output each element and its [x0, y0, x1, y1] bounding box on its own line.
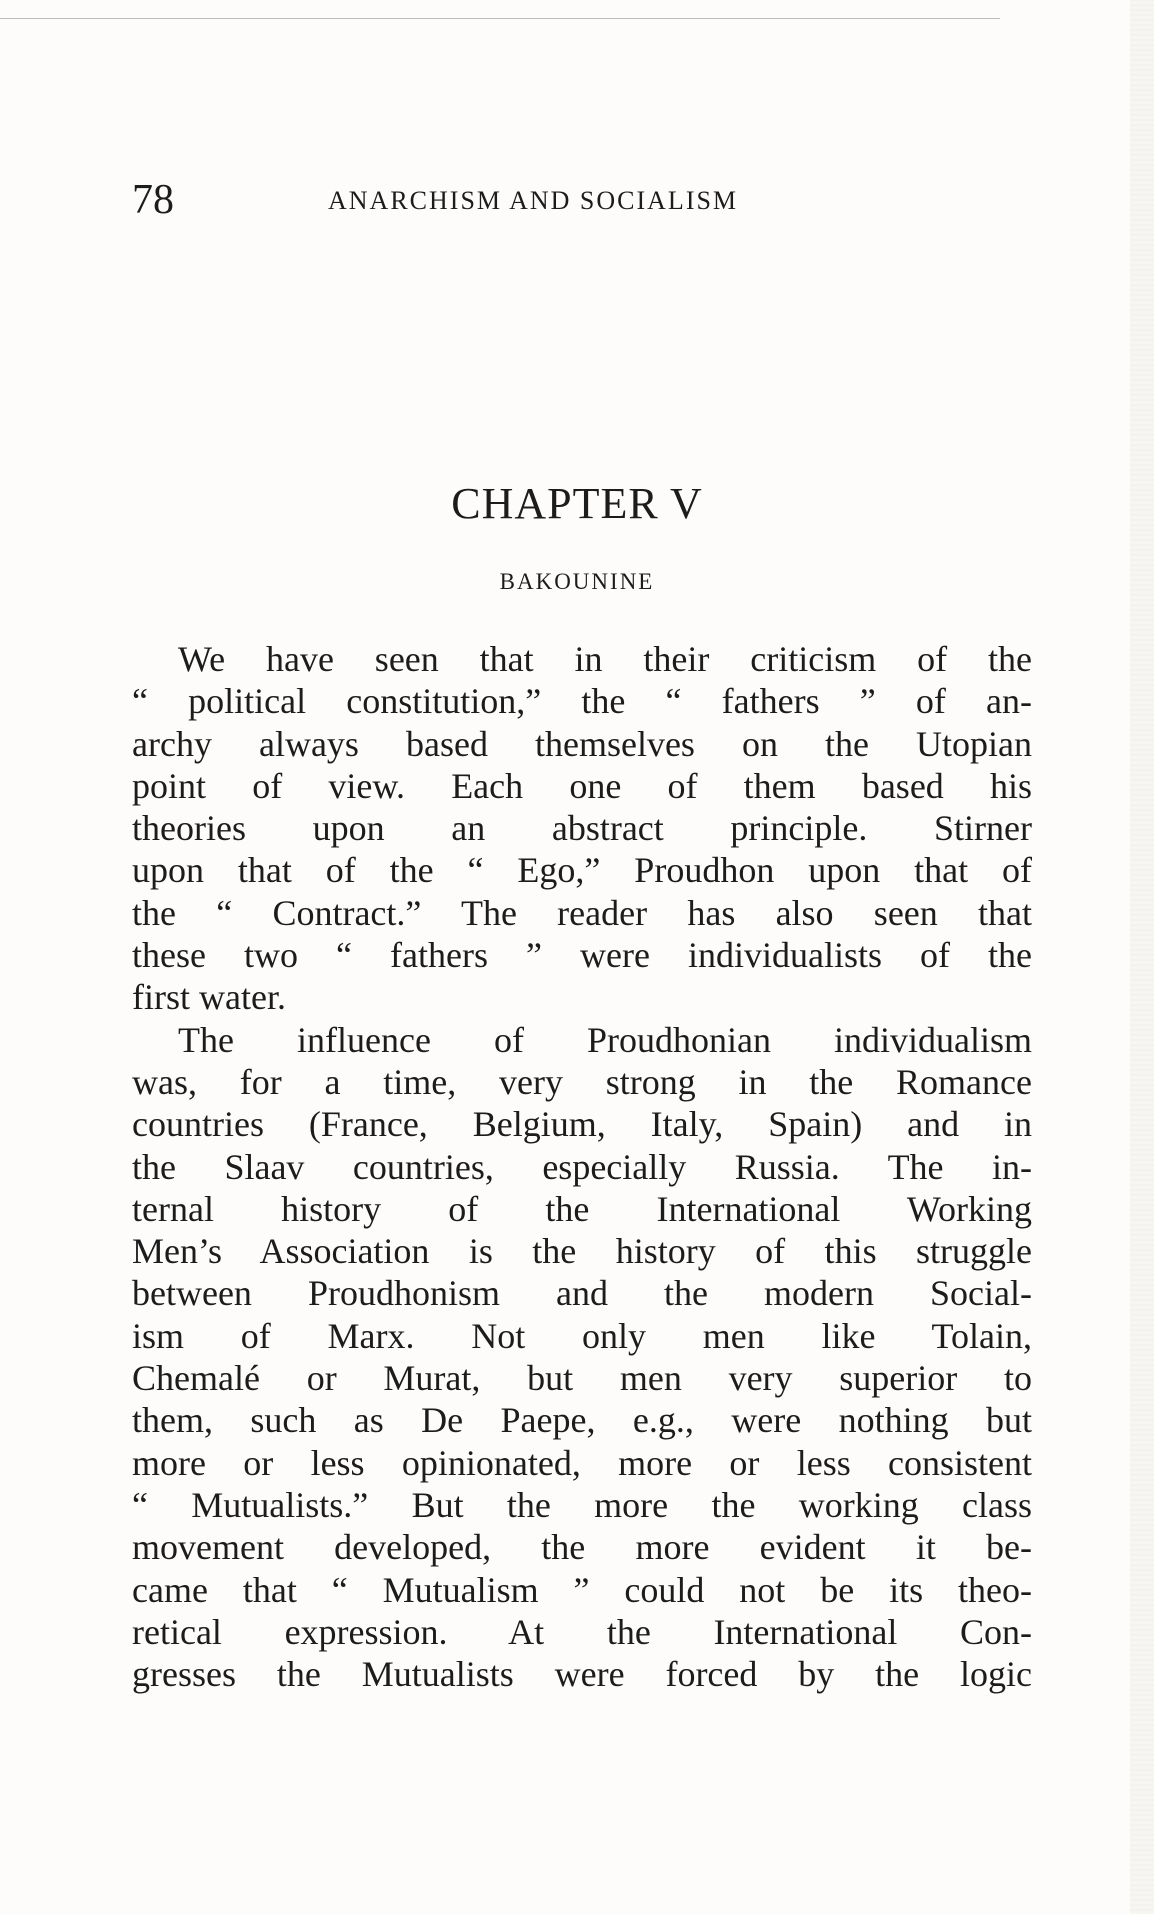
scan-edge [1130, 0, 1154, 1914]
text-line: ternal history of the International Working [132, 1188, 1032, 1229]
text-line: movement developed, the more evident it be- [132, 1527, 1032, 1568]
text-line: these two “ fathers ” were individualists of the [132, 935, 1032, 976]
text-line: more or less opinionated, more or less consistent [132, 1442, 1032, 1483]
text-line: “ political constitution,” the “ fathers ” of an- [132, 681, 1032, 722]
text-line: point of view. Each one of them based his [132, 765, 1032, 806]
text-line: We have seen that in their criticism of the [178, 639, 1032, 679]
text-line: Chemalé or Murat, but men very superior to [132, 1358, 1032, 1399]
text-line: the Slaav countries, especially Russia. The in- [132, 1146, 1032, 1187]
text-line: upon that of the “ Ego,” Proudhon upon that of [132, 850, 1032, 891]
text-line: retical expression. At the International Con- [132, 1611, 1032, 1652]
text-line: The influence of Proudhonian individualism [178, 1019, 1032, 1060]
top-rule [0, 18, 1000, 19]
text-line: Men’s Association is the history of this struggle [132, 1231, 1032, 1272]
body-text [132, 638, 1032, 1695]
text-line: archy always based themselves on the Utopian [132, 723, 1032, 764]
text-line: countries (France, Belgium, Italy, Spain) and in [132, 1104, 1032, 1145]
chapter-subtitle: BAKOUNINE [499, 569, 655, 594]
text-line: the “ Contract.” The reader has also seen that [132, 892, 1032, 933]
text-line: theories upon an abstract principle. Stirner [132, 808, 1032, 849]
text-line: first water. [132, 977, 286, 1018]
text-line: gresses the Mutualists were forced by the logic [132, 1654, 1032, 1695]
text-line: ism of Marx. Not only men like Tolain, [132, 1315, 1032, 1356]
chapter-title: CHAPTER V [451, 479, 703, 528]
text-line: came that “ Mutualism ” could not be its theo- [132, 1569, 1032, 1610]
text-line: between Proudhonism and the modern Social- [132, 1273, 1032, 1314]
text-line: them, such as De Paepe, e.g., were nothing but [132, 1400, 1032, 1441]
running-title: ANARCHISM AND SOCIALISM [328, 186, 739, 215]
text-line: was, for a time, very strong in the Romance [132, 1061, 1032, 1102]
text-line: “ Mutualists.” But the more the working class [132, 1484, 1032, 1525]
running-head [132, 170, 1032, 230]
page-number: 78 [132, 177, 174, 223]
